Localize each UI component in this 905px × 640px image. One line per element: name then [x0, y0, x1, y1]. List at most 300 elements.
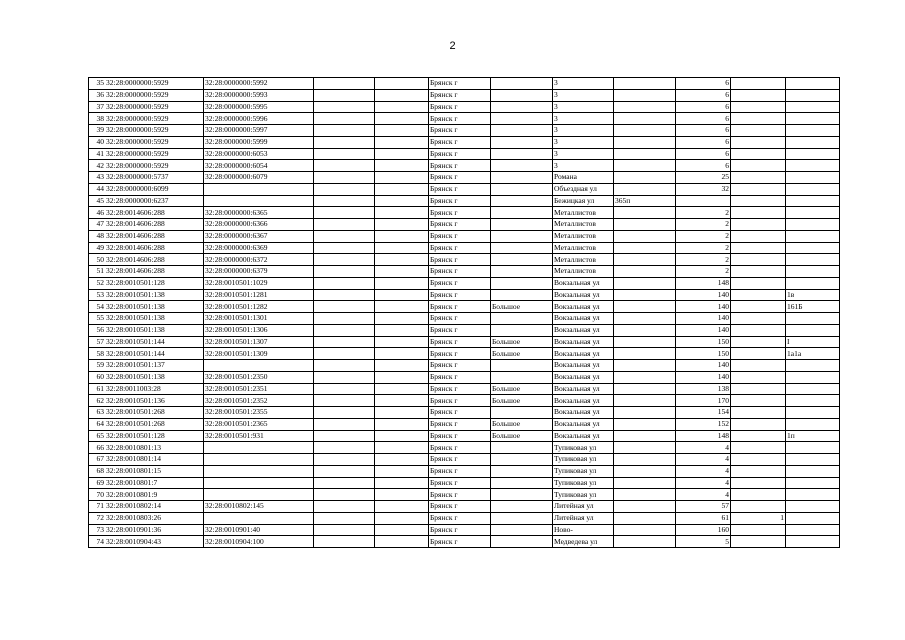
house-number-cell: 148 [676, 277, 731, 289]
house-letter-cell [614, 324, 676, 336]
street-cell: Объездная ул [553, 183, 614, 195]
cadastral-number-cell [89, 242, 204, 254]
street-cell: 3 [553, 89, 614, 101]
locality-cell [491, 501, 553, 513]
city-cell: Брянск г [429, 101, 491, 113]
house-letter-cell [614, 407, 676, 419]
building-cell [731, 125, 786, 137]
building-cell [731, 172, 786, 184]
object-cadastral-number-cell [204, 465, 314, 477]
street-cell: Металлистов [553, 207, 614, 219]
city-cell: Брянск г [429, 207, 491, 219]
table-row [89, 78, 840, 90]
table-row [89, 407, 840, 419]
cadastral-number-cell [89, 465, 204, 477]
house-number-cell: 6 [676, 78, 731, 90]
blank-cell [375, 407, 429, 419]
cadastral-number: 32:28:0000000:5929 [106, 137, 169, 147]
blank-cell [375, 148, 429, 160]
object-cadastral-number-cell [204, 360, 314, 372]
blank-cell [314, 183, 375, 195]
cadastral-number-cell [89, 136, 204, 148]
table-row [89, 183, 840, 195]
cadastral-number: 32:28:0000000:5929 [106, 160, 169, 170]
building-cell [731, 395, 786, 407]
blank-cell [314, 489, 375, 501]
row-number: 64 [96, 419, 104, 429]
object-cadastral-number-cell: 32:28:0000000:6365 [204, 207, 314, 219]
building-cell [731, 160, 786, 172]
locality-cell: Большое [491, 430, 553, 442]
street-cell: Литейная ул [553, 512, 614, 524]
street-cell: Металлистов [553, 219, 614, 231]
street-cell: Тупиковая ул [553, 465, 614, 477]
structure-cell [786, 465, 840, 477]
blank-cell [375, 125, 429, 137]
city-cell: Брянск г [429, 277, 491, 289]
cadastral-number: 32:28:0014606:288 [106, 266, 165, 276]
building-cell [731, 183, 786, 195]
building-cell [731, 383, 786, 395]
row-number: 62 [96, 395, 104, 405]
object-cadastral-number-cell: 32:28:0000000:5993 [204, 89, 314, 101]
table-row [89, 148, 840, 160]
table-row [89, 313, 840, 325]
house-letter-cell [614, 277, 676, 289]
city-cell: Брянск г [429, 230, 491, 242]
house-number-cell: 140 [676, 360, 731, 372]
object-cadastral-number-cell: 32:28:0000000:6372 [204, 254, 314, 266]
structure-cell [786, 524, 840, 536]
city-cell: Брянск г [429, 454, 491, 466]
object-cadastral-number-cell: 32:28:0000000:6367 [204, 230, 314, 242]
cadastral-number-cell [89, 160, 204, 172]
object-cadastral-number-cell: 32:28:0010802:145 [204, 501, 314, 513]
table-row [89, 172, 840, 184]
cadastral-number-cell [89, 207, 204, 219]
row-number: 49 [96, 242, 104, 252]
table-row [89, 301, 840, 313]
building-cell [731, 101, 786, 113]
blank-cell [375, 501, 429, 513]
city-cell: Брянск г [429, 78, 491, 90]
building-cell [731, 313, 786, 325]
blank-cell [314, 113, 375, 125]
house-number-cell: 2 [676, 230, 731, 242]
street-cell: Тупиковая ул [553, 477, 614, 489]
blank-cell [314, 348, 375, 360]
house-number-cell: 6 [676, 160, 731, 172]
structure-cell [786, 360, 840, 372]
house-letter-cell [614, 219, 676, 231]
building-cell: 1 [731, 512, 786, 524]
street-cell: Литейная ул [553, 501, 614, 513]
house-number-cell: 150 [676, 348, 731, 360]
street-cell: Металлистов [553, 230, 614, 242]
object-cadastral-number-cell: 32:28:0000000:5992 [204, 78, 314, 90]
building-cell [731, 89, 786, 101]
locality-cell [491, 360, 553, 372]
building-cell [731, 418, 786, 430]
blank-cell [314, 313, 375, 325]
row-number: 37 [96, 101, 104, 111]
house-number-cell: 5 [676, 536, 731, 548]
cadastral-number-cell [89, 512, 204, 524]
structure-cell [786, 501, 840, 513]
cadastral-number-cell [89, 348, 204, 360]
object-cadastral-number-cell: 32:28:0000000:6053 [204, 148, 314, 160]
street-cell: Вокзальная ул [553, 360, 614, 372]
street-cell: Вокзальная ул [553, 277, 614, 289]
house-letter-cell [614, 489, 676, 501]
house-number-cell: 140 [676, 324, 731, 336]
structure-cell [786, 89, 840, 101]
structure-cell [786, 512, 840, 524]
house-letter-cell [614, 289, 676, 301]
house-number-cell: 150 [676, 336, 731, 348]
row-number: 43 [96, 172, 104, 182]
house-number-cell: 152 [676, 418, 731, 430]
object-cadastral-number-cell: 32:28:0010501:1301 [204, 313, 314, 325]
structure-cell [786, 78, 840, 90]
house-number-cell: 148 [676, 430, 731, 442]
cadastral-number: 32:28:0010802:14 [106, 501, 162, 511]
blank-cell [375, 113, 429, 125]
cadastral-number: 32:28:0010904:43 [106, 536, 162, 546]
structure-cell [786, 407, 840, 419]
blank-cell [375, 242, 429, 254]
locality-cell [491, 207, 553, 219]
row-number: 55 [96, 313, 104, 323]
object-cadastral-number-cell: 32:28:0000000:6054 [204, 160, 314, 172]
cadastral-number: 32:28:0000000:5929 [106, 101, 169, 111]
object-cadastral-number-cell: 32:28:0010501:931 [204, 430, 314, 442]
house-number-cell: 32 [676, 183, 731, 195]
row-number: 54 [96, 301, 104, 311]
blank-cell [314, 277, 375, 289]
city-cell: Брянск г [429, 324, 491, 336]
blank-cell [314, 160, 375, 172]
city-cell: Брянск г [429, 113, 491, 125]
street-cell: Тупиковая ул [553, 454, 614, 466]
cadastral-number: 32:28:0014606:288 [106, 207, 165, 217]
house-number-cell: 4 [676, 465, 731, 477]
cadastral-number: 32:28:0000000:5929 [106, 78, 169, 88]
cadastral-number: 32:28:0010501:128 [106, 278, 165, 288]
house-number-cell: 160 [676, 524, 731, 536]
street-cell: Вокзальная ул [553, 418, 614, 430]
page-number: 2 [449, 40, 456, 52]
row-number: 47 [96, 219, 104, 229]
city-cell: Брянск г [429, 289, 491, 301]
structure-cell [786, 242, 840, 254]
blank-cell [314, 477, 375, 489]
structure-cell [786, 160, 840, 172]
house-letter-cell [614, 501, 676, 513]
city-cell: Брянск г [429, 136, 491, 148]
blank-cell [314, 289, 375, 301]
cadastral-number-cell [89, 395, 204, 407]
table-row [89, 219, 840, 231]
row-number: 71 [96, 501, 104, 511]
structure-cell: 1в [786, 289, 840, 301]
cadastral-number-cell [89, 430, 204, 442]
street-cell: 3 [553, 101, 614, 113]
blank-cell [375, 195, 429, 207]
table-row [89, 230, 840, 242]
table-row [89, 348, 840, 360]
row-number: 61 [96, 383, 104, 393]
house-letter-cell [614, 207, 676, 219]
blank-cell [375, 301, 429, 313]
structure-cell [786, 313, 840, 325]
blank-cell [375, 360, 429, 372]
cadastral-number: 32:28:0010501:128 [106, 430, 165, 440]
blank-cell [375, 183, 429, 195]
street-cell: Вокзальная ул [553, 313, 614, 325]
city-cell: Брянск г [429, 395, 491, 407]
house-letter-cell [614, 383, 676, 395]
blank-cell [375, 465, 429, 477]
city-cell: Брянск г [429, 512, 491, 524]
city-cell: Брянск г [429, 477, 491, 489]
cadastral-number: 32:28:0000000:5929 [106, 90, 169, 100]
street-cell: Тупиковая ул [553, 489, 614, 501]
blank-cell [314, 101, 375, 113]
structure-cell [786, 477, 840, 489]
blank-cell [375, 477, 429, 489]
city-cell: Брянск г [429, 371, 491, 383]
row-number: 66 [96, 442, 104, 452]
house-number-cell: 140 [676, 289, 731, 301]
structure-cell [786, 489, 840, 501]
object-cadastral-number-cell: 32:28:0000000:5997 [204, 125, 314, 137]
blank-cell [314, 442, 375, 454]
cadastral-number: 32:28:0014606:288 [106, 219, 165, 229]
house-number-cell: 6 [676, 125, 731, 137]
street-cell: Вокзальная ул [553, 348, 614, 360]
blank-cell [375, 324, 429, 336]
house-number-cell: 170 [676, 395, 731, 407]
cadastral-number: 32:28:0000000:5929 [106, 148, 169, 158]
locality-cell: Большое [491, 383, 553, 395]
table-row [89, 465, 840, 477]
cadastral-number: 32:28:0000000:6237 [106, 195, 169, 205]
building-cell [731, 195, 786, 207]
street-cell: 3 [553, 148, 614, 160]
blank-cell [375, 442, 429, 454]
object-cadastral-number-cell: 32:28:0000000:5995 [204, 101, 314, 113]
locality-cell [491, 172, 553, 184]
city-cell: Брянск г [429, 383, 491, 395]
cadastral-number: 32:28:0010501:268 [106, 419, 165, 429]
structure-cell [786, 324, 840, 336]
house-number-cell: 2 [676, 254, 731, 266]
building-cell [731, 254, 786, 266]
locality-cell [491, 219, 553, 231]
cadastral-number: 32:28:0010801:9 [106, 489, 158, 499]
house-letter-cell [614, 336, 676, 348]
blank-cell [375, 78, 429, 90]
table-row [89, 266, 840, 278]
blank-cell [375, 101, 429, 113]
structure-cell [786, 442, 840, 454]
street-cell: 3 [553, 136, 614, 148]
row-number: 60 [96, 372, 104, 382]
registry-table [88, 77, 840, 548]
blank-cell [314, 148, 375, 160]
table-row [89, 113, 840, 125]
locality-cell [491, 313, 553, 325]
locality-cell [491, 512, 553, 524]
blank-cell [375, 418, 429, 430]
row-number: 67 [96, 454, 104, 464]
cadastral-number: 32:28:0014606:288 [106, 254, 165, 264]
house-letter-cell [614, 148, 676, 160]
row-number: 59 [96, 360, 104, 370]
house-number-cell: 140 [676, 313, 731, 325]
city-cell: Брянск г [429, 407, 491, 419]
cadastral-number-cell [89, 148, 204, 160]
city-cell: Брянск г [429, 360, 491, 372]
structure-cell: 161Б [786, 301, 840, 313]
cadastral-number: 32:28:0010501:268 [106, 407, 165, 417]
table-row [89, 501, 840, 513]
locality-cell [491, 113, 553, 125]
locality-cell [491, 125, 553, 137]
table-row [89, 89, 840, 101]
object-cadastral-number-cell: 32:28:0010501:1309 [204, 348, 314, 360]
locality-cell [491, 242, 553, 254]
table-row [89, 454, 840, 466]
city-cell: Брянск г [429, 442, 491, 454]
cadastral-number-cell [89, 195, 204, 207]
object-cadastral-number-cell: 32:28:0010901:40 [204, 524, 314, 536]
street-cell: Вокзальная ул [553, 383, 614, 395]
cadastral-number-cell [89, 524, 204, 536]
house-number-cell: 6 [676, 89, 731, 101]
city-cell: Брянск г [429, 254, 491, 266]
cadastral-number-cell [89, 477, 204, 489]
blank-cell [375, 430, 429, 442]
house-letter-cell [614, 418, 676, 430]
row-number: 40 [96, 137, 104, 147]
structure-cell [786, 230, 840, 242]
cadastral-number-cell [89, 442, 204, 454]
house-number-cell [676, 195, 731, 207]
cadastral-number-cell [89, 183, 204, 195]
locality-cell [491, 266, 553, 278]
city-cell: Брянск г [429, 536, 491, 548]
house-letter-cell [614, 183, 676, 195]
table-row [89, 195, 840, 207]
row-number: 42 [96, 160, 104, 170]
city-cell: Брянск г [429, 219, 491, 231]
table-row [89, 371, 840, 383]
building-cell [731, 407, 786, 419]
table-row [89, 360, 840, 372]
table-row [89, 512, 840, 524]
table-row [89, 101, 840, 113]
object-cadastral-number-cell [204, 454, 314, 466]
table-row [89, 289, 840, 301]
cadastral-number: 32:28:0010801:15 [106, 466, 162, 476]
table-row [89, 524, 840, 536]
cadastral-number: 32:28:0010501:136 [106, 395, 165, 405]
building-cell [731, 207, 786, 219]
object-cadastral-number-cell: 32:28:0000000:6369 [204, 242, 314, 254]
blank-cell [314, 266, 375, 278]
row-number: 57 [96, 336, 104, 346]
cadastral-number: 32:28:0010501:137 [106, 360, 165, 370]
cadastral-number-cell [89, 89, 204, 101]
street-cell: Вокзальная ул [553, 324, 614, 336]
street-cell: Металлистов [553, 266, 614, 278]
building-cell [731, 301, 786, 313]
city-cell: Брянск г [429, 242, 491, 254]
city-cell: Брянск г [429, 348, 491, 360]
building-cell [731, 148, 786, 160]
house-letter-cell [614, 395, 676, 407]
row-number: 46 [96, 207, 104, 217]
structure-cell [786, 254, 840, 266]
blank-cell [314, 454, 375, 466]
building-cell [731, 489, 786, 501]
blank-cell [314, 89, 375, 101]
structure-cell: 1п [786, 430, 840, 442]
locality-cell [491, 324, 553, 336]
cadastral-number: 32:28:0010801:7 [106, 477, 158, 487]
object-cadastral-number-cell [204, 512, 314, 524]
row-number: 68 [96, 466, 104, 476]
table-row [89, 536, 840, 548]
house-letter-cell [614, 442, 676, 454]
cadastral-number: 32:28:0010501:138 [106, 325, 165, 335]
blank-cell [314, 254, 375, 266]
blank-cell [375, 289, 429, 301]
cadastral-number: 32:28:0000000:5929 [106, 113, 169, 123]
table-row [89, 489, 840, 501]
cadastral-number: 32:28:0010901:36 [106, 524, 162, 534]
street-cell: Ново- [553, 524, 614, 536]
house-letter-cell [614, 430, 676, 442]
row-number: 41 [96, 148, 104, 158]
house-number-cell: 57 [676, 501, 731, 513]
table-row [89, 418, 840, 430]
city-cell: Брянск г [429, 125, 491, 137]
object-cadastral-number-cell: 32:28:0010501:2355 [204, 407, 314, 419]
locality-cell [491, 148, 553, 160]
house-number-cell: 2 [676, 207, 731, 219]
cadastral-number: 32:28:0010801:13 [106, 442, 162, 452]
building-cell [731, 230, 786, 242]
building-cell [731, 465, 786, 477]
building-cell [731, 277, 786, 289]
cadastral-number-cell [89, 172, 204, 184]
building-cell [731, 477, 786, 489]
city-cell: Брянск г [429, 418, 491, 430]
building-cell [731, 324, 786, 336]
blank-cell [375, 89, 429, 101]
house-number-cell: 2 [676, 219, 731, 231]
cadastral-number-cell [89, 219, 204, 231]
table-row [89, 136, 840, 148]
row-number: 39 [96, 125, 104, 135]
table-row [89, 395, 840, 407]
house-letter-cell [614, 465, 676, 477]
cadastral-number: 32:28:0000000:5929 [106, 125, 169, 135]
locality-cell [491, 195, 553, 207]
